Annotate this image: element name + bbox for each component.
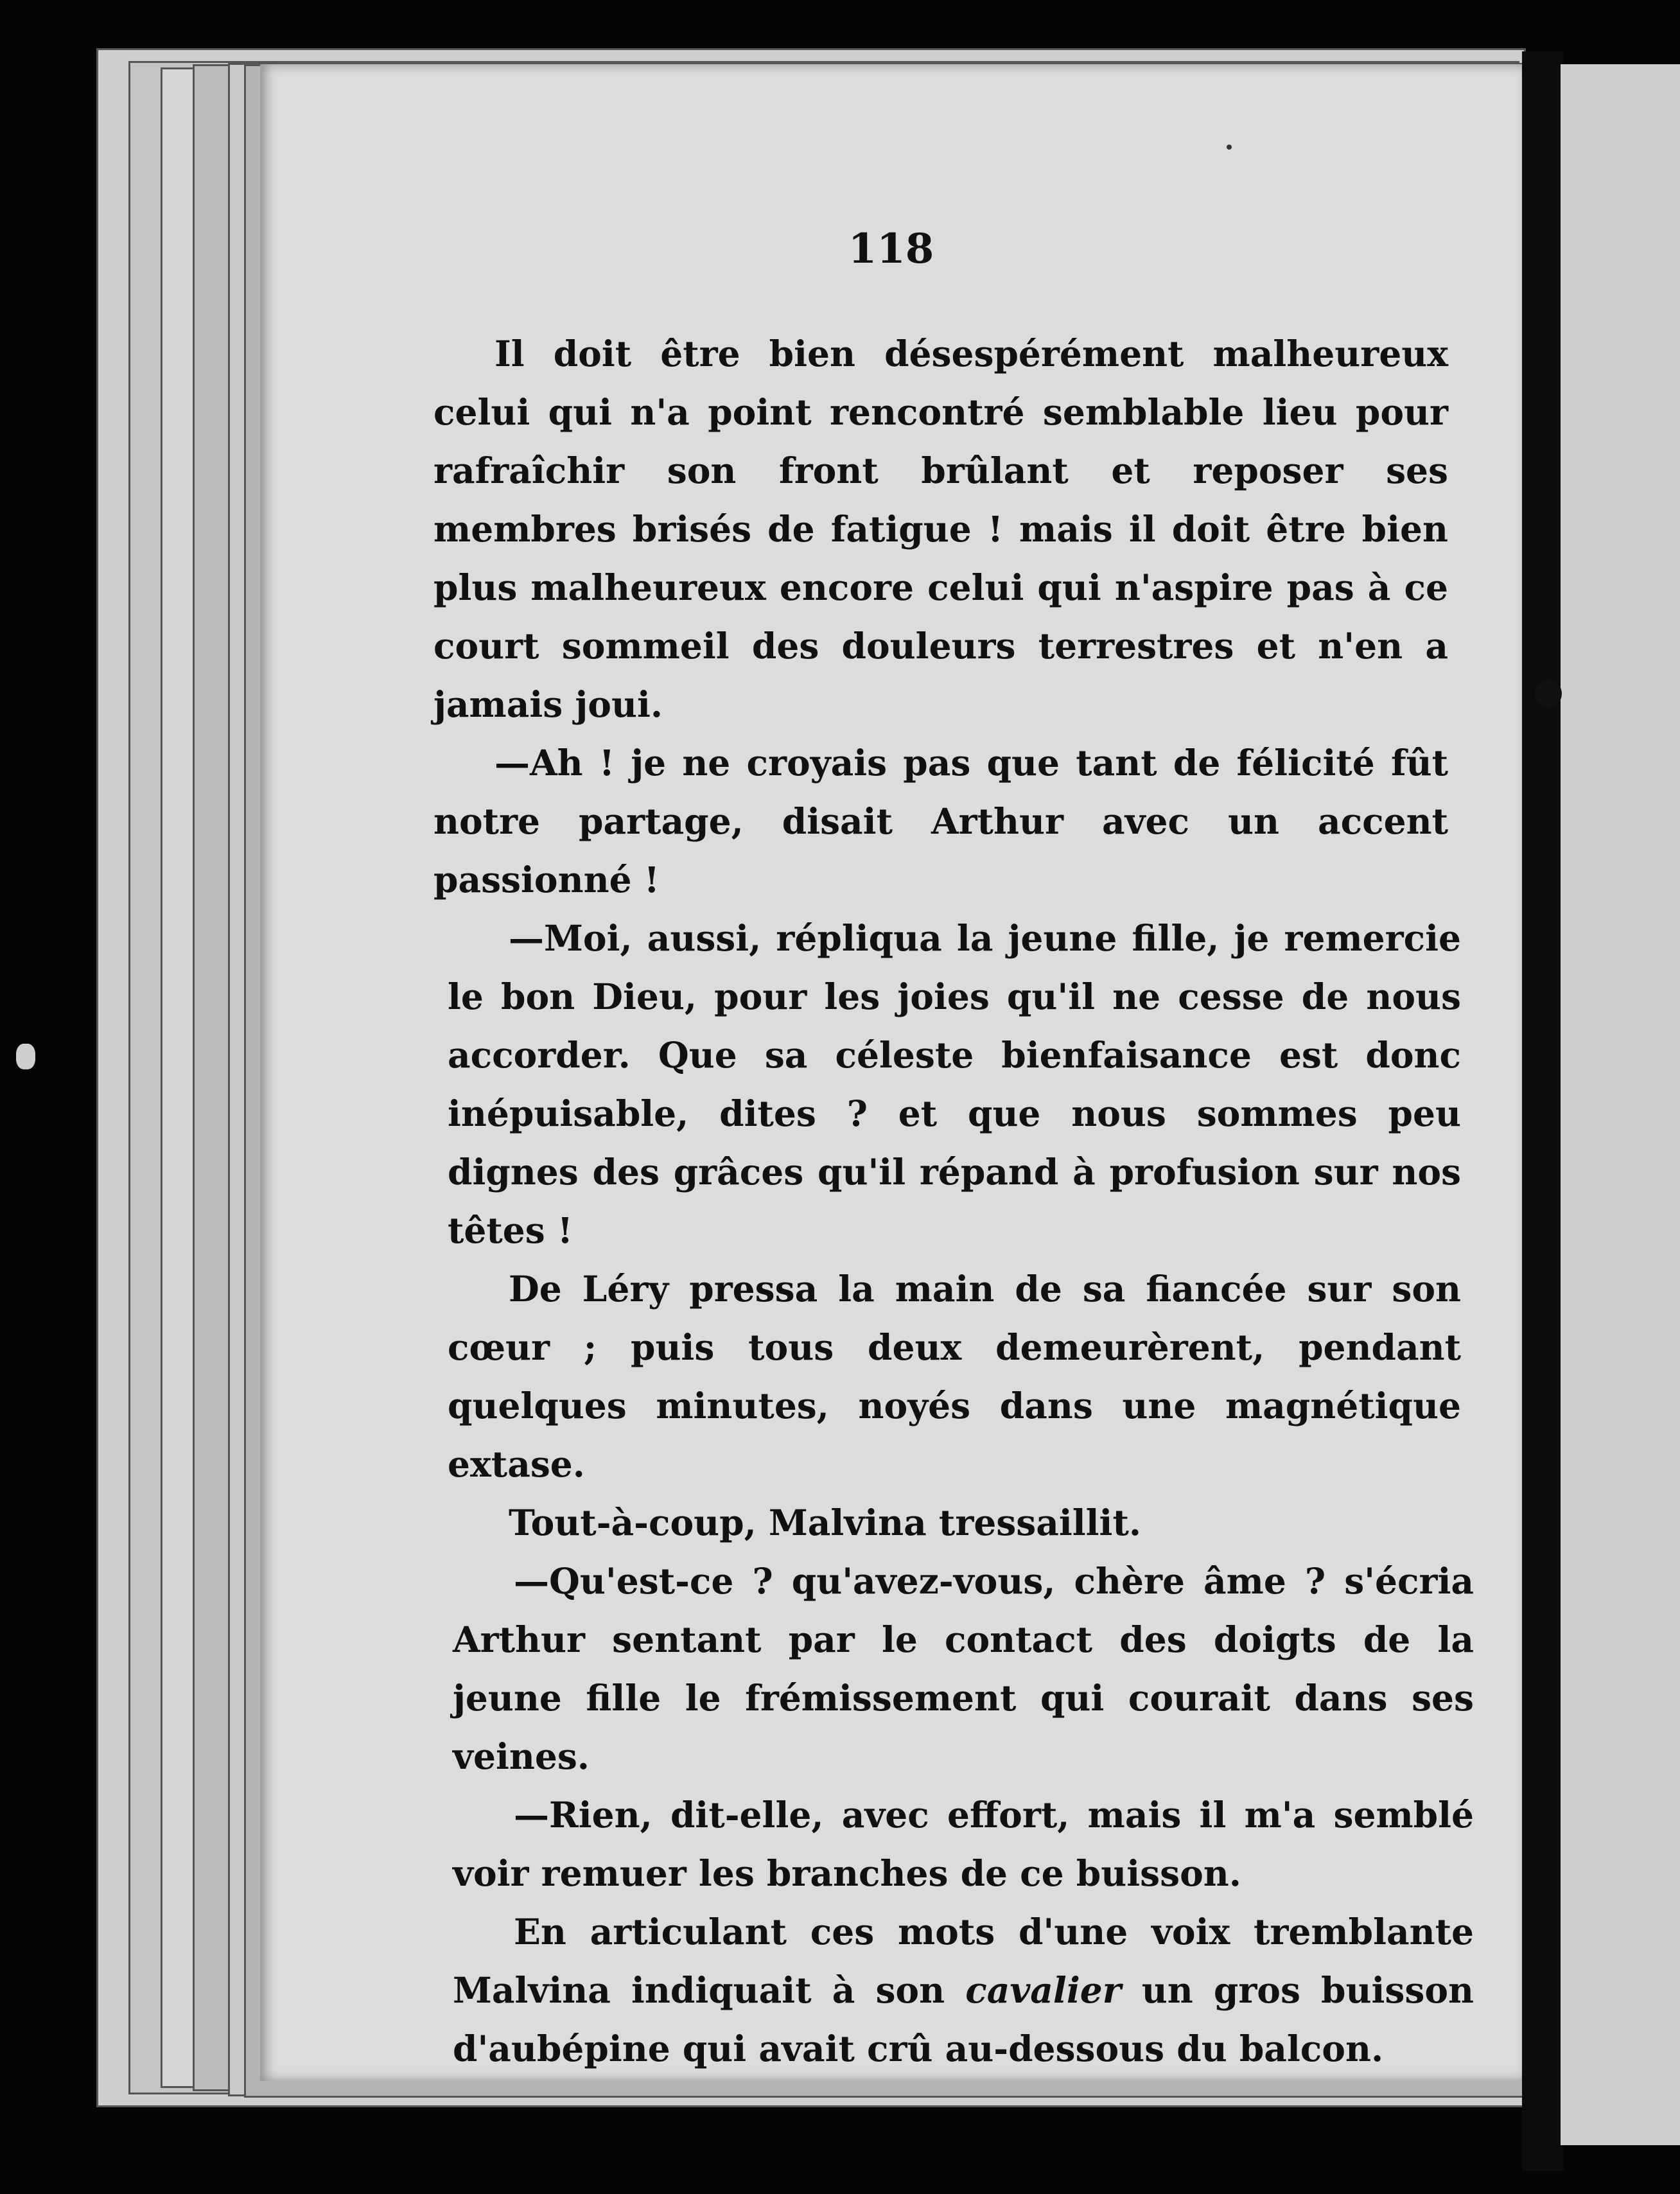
paragraph-text: un gros buisson d'aubépine qui avait crû au-dessous du balcon.: [453, 1969, 1474, 2069]
margin-mark: [16, 1044, 35, 1069]
paragraph: Tout-à-coup, Malvina tressaillit.: [509, 1502, 1142, 1543]
facing-page: [1561, 64, 1680, 2145]
book-binding: [1522, 51, 1564, 2171]
page-number: 118: [848, 225, 934, 273]
paragraph: —Rien, dit-elle, avec effort, mais il m'a semblé voir remuer les branches de ce buisson.: [453, 1794, 1474, 1894]
paragraph: De Léry pressa la main de sa fiancée sur son cœur ; puis tous deux demeurèrent, pendant quelques minutes, noyés dans une magnétique extase.: [448, 1268, 1461, 1485]
ink-speck: [1227, 145, 1232, 150]
italic-word: cavalier: [965, 1969, 1121, 2011]
book-page: [260, 64, 1522, 2081]
paragraph: —Qu'est-ce ? qu'avez-vous, chère âme ? s'écria Arthur sentant par le contact des doigts de la jeune fille le frémissement qui courait dans ses veines.: [453, 1560, 1474, 1777]
paragraph: [453, 1902, 1474, 2078]
paragraph: —Ah ! je ne croyais pas que tant de félicité fût notre partage, disait Arthur avec un accent passionné !: [433, 742, 1448, 900]
paragraph: —Moi, aussi, répliqua la jeune fille, je remercie le bon Dieu, pour les joies qu'il ne cesse de nous accorder. Que sa céleste bienfaisance est donc inépuisable, dites ? et que nous sommes peu dignes des grâces qu'il répand à profusion sur nos têtes !: [448, 917, 1461, 1251]
ink-blot: [1535, 680, 1562, 708]
page-text: [433, 324, 1474, 2078]
paragraph-text: En articulant ces mots d'une voix tremblante Malvina indiquait à son: [453, 1911, 1474, 2011]
paragraph: Il doit être bien désespérément malheureux celui qui n'a point rencontré semblable lieu pour rafraîchir son front brûlant et reposer ses membres brisés de fatigue ! mais il doit être bien plus malheureux encore celui qui n'aspire pas à ce court sommeil des douleurs terrestres et n'en a jamais joui.: [433, 333, 1448, 725]
